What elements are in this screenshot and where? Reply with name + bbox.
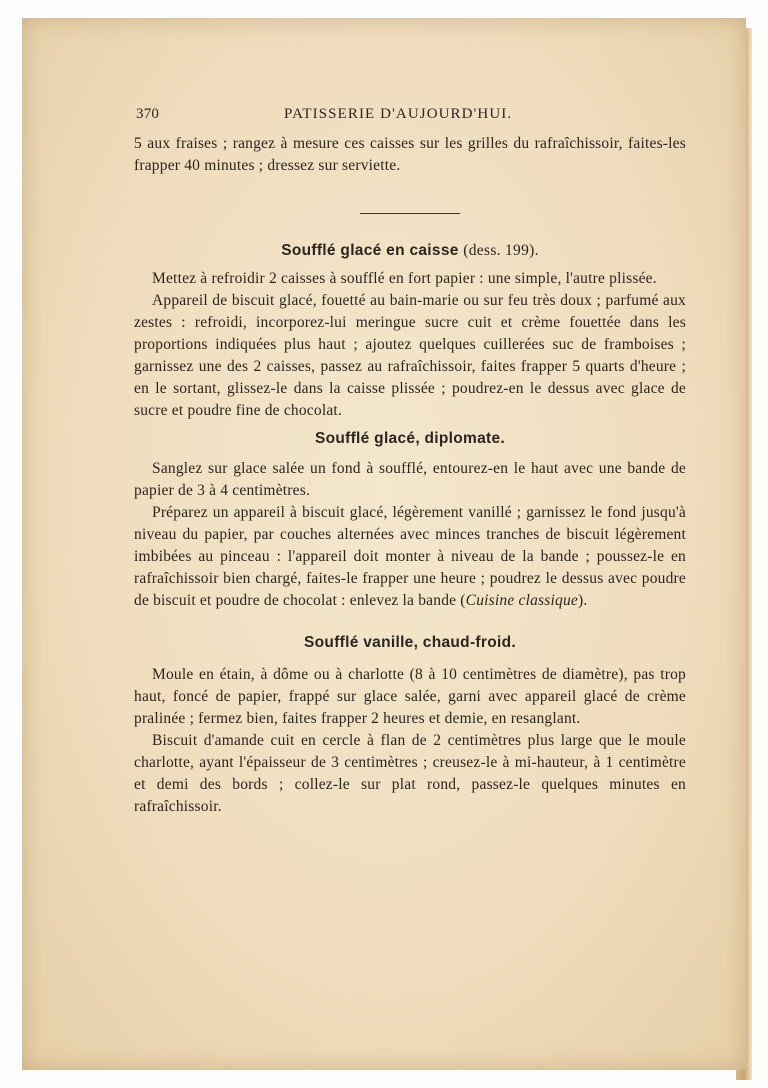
running-title: PATISSERIE D'AUJOURD'HUI.	[284, 106, 513, 122]
paragraph-text: Préparez un appareil à biscuit glacé, légèrement vanillé ; garnissez le fond jusqu'à niveau du papier, par couches alternées avec minces tranches de biscuit légèrement imbibées au pinceau : l'appareil doit monter à niveau de la bande ; poussez-le en rafraîchissoir bien chargé, faites-le frapper une heure ; poudrez le dessus avec poudre de biscuit et poudre de chocolat : enlevez la bande (	[134, 504, 686, 609]
paragraph-text-end: ).	[578, 592, 588, 609]
paragraph: Biscuit d'amande cuit en cercle à flan de 2 centimètres plus large que le moule charlotte, ayant l'épaisseur de 3 centimètres ; creusez-le à mi-hauteur, à 1 centimètre et demi des bords ; collez-le sur plat rond, passez-le quelques minutes en rafraîchissoir.	[134, 732, 686, 815]
paragraph	[134, 502, 686, 612]
paragraph: Appareil de biscuit glacé, fouetté au bain-marie ou sur feu très doux ; parfumé aux zestes : refroidi, incorporez-lui meringue sucre cuit et crème fouettée dans les proportions indiquées plus haut ; ajoutez quelques cuillerées suc de framboises ; garnissez une des 2 caisses, passez au rafraîchissoir, faites frapper 5 quarts d'heure ; en le sortant, glissez-le dans la caisse plissée ; poudrez-en le dessus avec glace de sucre et poudre fine de chocolat.	[134, 292, 686, 419]
paragraph: Moule en étain, à dôme ou à charlotte (8 à 10 centimètres de diamètre), pas trop haut, foncé de papier, frappé sur glace salée, garni avec appareil glacé de crème pralinée ; fermez bien, faites frapper 2 heures et demie, en resanglant.	[134, 666, 686, 727]
heading-text: Soufflé glacé en caisse	[281, 242, 459, 259]
paragraph: Sanglez sur glace salée un fond à soufflé, entourez-en le haut avec une bande de papier de 3 à 4 centimètres.	[134, 460, 686, 499]
section-divider	[360, 213, 460, 214]
page-content	[134, 103, 686, 818]
page-number: 370	[136, 106, 160, 122]
figure-reference: (dess. 199).	[463, 242, 539, 259]
citation-italic: Cuisine classique	[465, 592, 578, 609]
section-heading-souffle-vanille: Soufflé vanille, chaud-froid.	[304, 634, 516, 651]
section-heading-souffle-diplomate: Soufflé glacé, diplomate.	[314, 430, 506, 447]
section-heading-souffle-caisse	[134, 240, 686, 262]
running-header	[134, 103, 686, 127]
paragraph: Mettez à refroidir 2 caisses à soufflé en fort papier : une simple, l'autre plissée.	[152, 270, 657, 287]
continuation-paragraph: 5 aux fraises ; rangez à mesure ces caisses sur les grilles du rafraîchissoir, faites-les frapper 40 minutes ; dressez sur serviette.	[134, 135, 686, 174]
